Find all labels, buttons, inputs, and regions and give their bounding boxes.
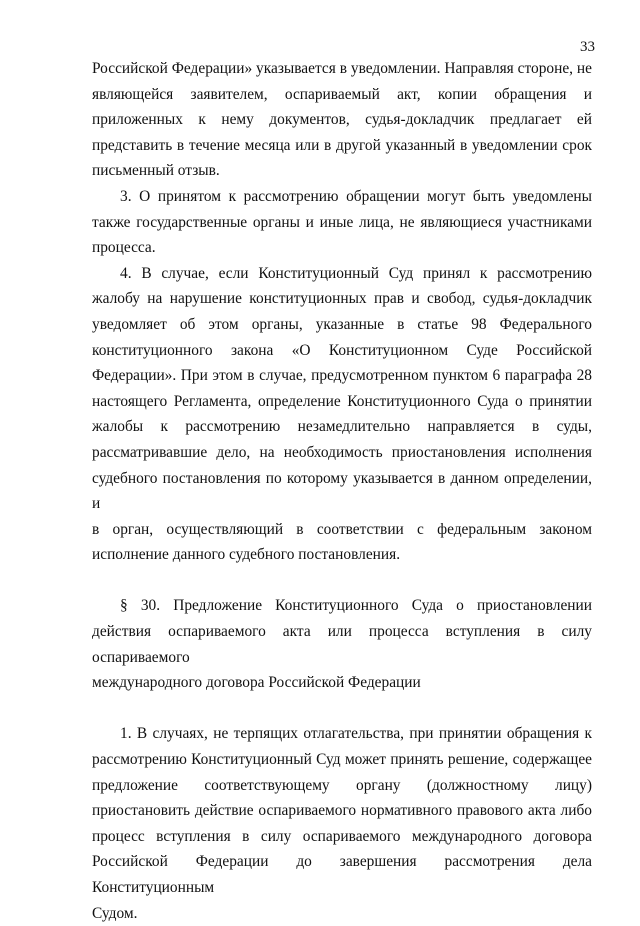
text-line: настоящего Регламента, определение Конституционного Суда о принятии	[92, 392, 592, 410]
text-line: письменный отзыв.	[92, 162, 220, 180]
page-number: 33	[580, 39, 595, 55]
text-line: являющейся заявителем, оспариваемый акт, копии обращения и	[92, 85, 592, 103]
text-line: действия оспариваемого акта или процесса вступления в силу оспариваемого	[92, 623, 592, 666]
text-line: Российской Федерации до завершения рассмотрения дела Конституционным	[92, 853, 592, 896]
paragraph-gap	[92, 696, 592, 722]
text-line: процесс вступления в силу оспариваемого международного договора	[92, 827, 592, 845]
text-line: § 30. Предложение Конституционного Суда о приостановлении	[120, 597, 592, 615]
text-line: процесса.	[92, 239, 156, 257]
text-line: 3. О принятом к рассмотрению обращении могут быть уведомлены	[120, 187, 592, 205]
text-line: судебного постановления по которому указывается в данном определении, и	[92, 469, 592, 513]
paragraph-gap	[92, 568, 592, 594]
text-line: приложенных к нему документов, судья-докладчик предлагает ей	[92, 111, 592, 129]
text-line: жалобы к рассмотрению незамедлительно направляется в суды,	[92, 418, 592, 436]
text-line: исполнение данного судебного постановления.	[92, 546, 401, 564]
text-line: Российской Федерации» указывается в уведомлении. Направляя стороне, не	[92, 60, 592, 77]
text-line: 1. В случаях, не терпящих отлагательства, при принятии обращения к	[120, 725, 592, 743]
text-line: конституционного закона «О Конституционном Суде Российской	[92, 341, 592, 359]
text-line: международного договора Российской Федерации	[92, 674, 421, 692]
text-line: рассмотрению Конституционный Суд может принять решение, содержащее	[92, 751, 592, 769]
text-line: приостановить действие оспариваемого нормативного правового акта либо	[92, 802, 592, 820]
text-line: 4. В случае, если Конституционный Суд принял к рассмотрению	[120, 264, 592, 282]
text-line: предложение соответствующему органу (должностному лицу)	[92, 776, 592, 794]
text-line: в орган, осуществляющий в соответствии с федеральным законом	[92, 520, 592, 538]
text-line: Федерации». При этом в случае, предусмотренном пунктом 6 параграфа 28	[92, 367, 592, 385]
text-line: уведомляет об этом органы, указанные в статье 98 Федерального	[92, 315, 592, 333]
document-body	[92, 56, 592, 926]
text-line: представить в течение месяца или в другой указанный в уведомлении срок	[92, 136, 592, 154]
text-line: Судом.	[92, 904, 138, 922]
text-line: жалобу на нарушение конституционных прав и свобод, судья-докладчик	[92, 290, 592, 308]
text-line: рассматривавшие дело, на необходимость приостановления исполнения	[92, 443, 592, 461]
text-line: также государственные органы и иные лица, не являющиеся участниками	[92, 213, 592, 231]
